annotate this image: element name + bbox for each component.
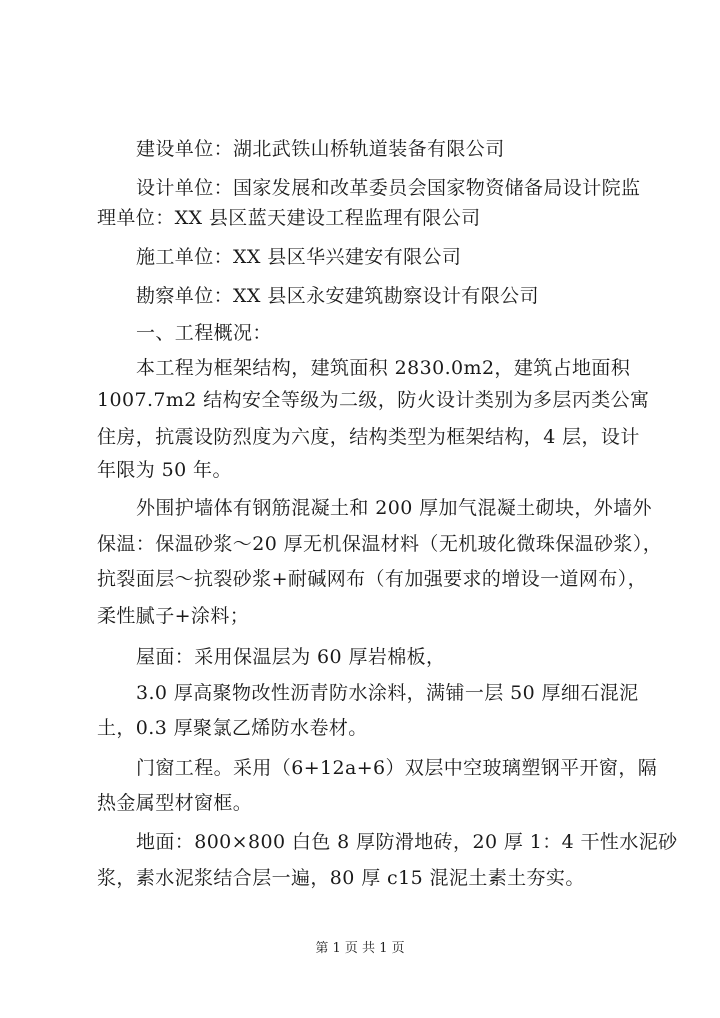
text-line-wall-2: 保温：保温砂浆～20 厚无机保温材料（无机玻化微珠保温砂浆），	[97, 533, 663, 555]
page-number-footer: 第 1 页 共 1 页	[315, 941, 405, 956]
text-line-overview-4: 年限为 50 年。	[97, 459, 232, 481]
text-line-overview-3: 住房，抗震设防烈度为六度，结构类型为框架结构，4 层，设计	[97, 426, 640, 448]
text-line-overview-2: 1007.7m2 结构安全等级为二级，防火设计类别为多层丙类公寓	[97, 389, 650, 411]
text-line-floor-1: 地面：800×800 白色 8 厚防滑地砖，20 厚 1：4 干性水泥砂	[136, 831, 678, 853]
text-line-supervision-unit: 理单位：XX 县区蓝天建设工程监理有限公司	[97, 207, 481, 229]
text-line-design-unit: 设计单位：国家发展和改革委员会国家物资储备局设计院监	[136, 177, 641, 199]
text-line-survey-unit: 勘察单位：XX 县区永安建筑勘察设计有限公司	[136, 285, 539, 307]
text-line-roof-2: 3.0 厚高聚物改性沥青防水涂料，满铺一层 50 厚细石混泥	[136, 682, 639, 704]
text-line-window-1: 门窗工程。采用（6+12a+6）双层中空玻璃塑钢平开窗，隔	[136, 757, 658, 779]
text-line-wall-3: 抗裂面层～抗裂砂浆+耐碱网布（有加强要求的增设一道网布），	[97, 568, 648, 590]
text-line-contractor-unit: 施工单位：XX 县区华兴建安有限公司	[136, 246, 462, 268]
text-line-roof-3: 土，0.3 厚聚氯乙烯防水卷材。	[97, 717, 368, 739]
text-line-overview-1: 本工程为框架结构，建筑面积 2830.0m2，建筑占地面积	[136, 357, 631, 379]
text-line-floor-2: 浆，素水泥浆结合层一遍，80 厚 c15 混泥土素土夯实。	[97, 867, 585, 889]
text-line-wall-1: 外围护墙体有钢筋混凝土和 200 厚加气混凝土砌块，外墙外	[136, 497, 652, 519]
text-line-roof-1: 屋面：采用保温层为 60 厚岩棉板，	[136, 646, 446, 668]
text-line-wall-4: 柔性腻子+涂料；	[97, 605, 250, 627]
text-line-construction-unit: 建设单位：湖北武铁山桥轨道装备有限公司	[136, 138, 505, 160]
text-line-window-2: 热金属型材窗框。	[97, 792, 253, 814]
section-heading-overview: 一、工程概况：	[136, 322, 272, 344]
